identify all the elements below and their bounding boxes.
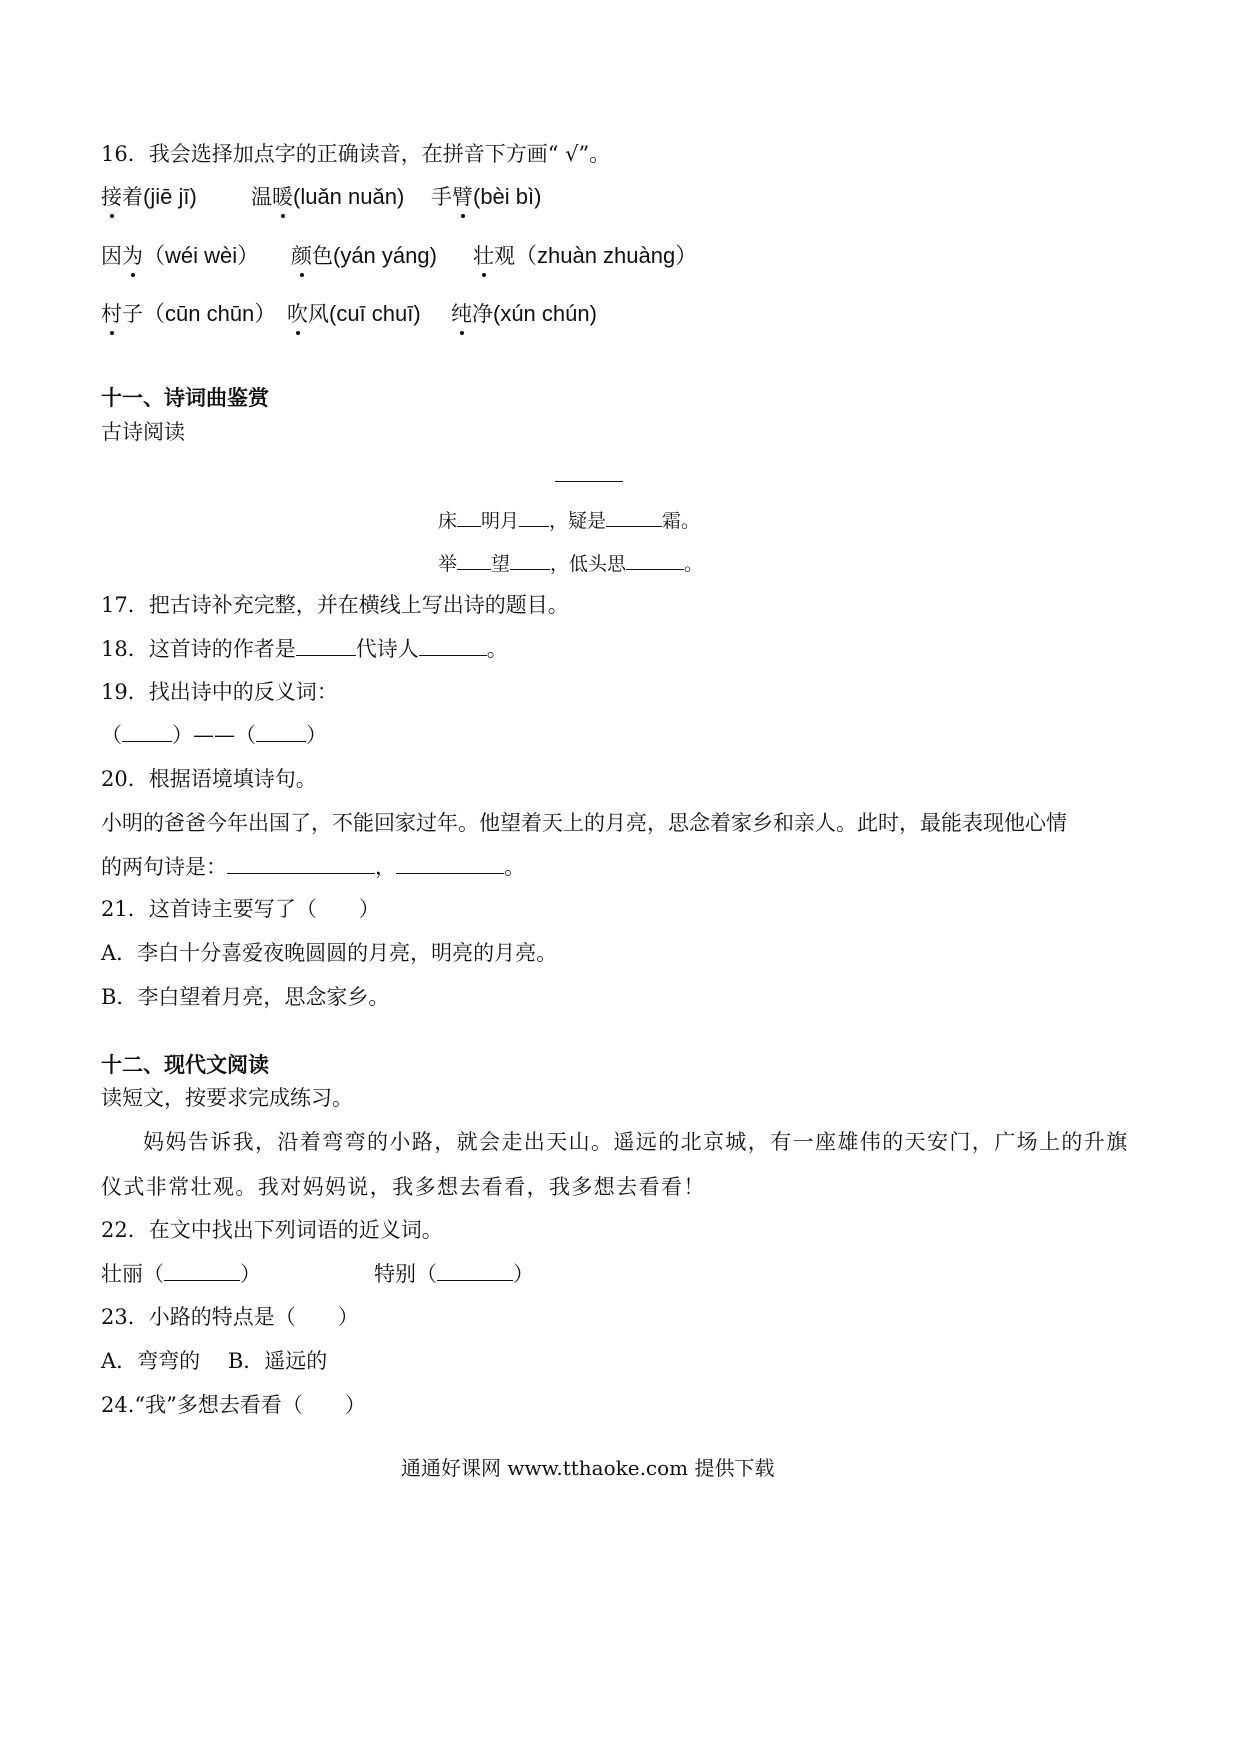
q23: 23．小路的特点是（ ）: [101, 1305, 359, 1329]
item-1-2: 温暖(luǎn nuǎn): [251, 184, 405, 209]
item-2-2: 颜色(yán yáng): [291, 243, 437, 268]
blank: [606, 506, 662, 527]
q19-answer-row: （ ）——（ ）: [101, 723, 327, 747]
section-11-intro: 古诗阅读: [101, 420, 185, 444]
author-era-blank[interactable]: [296, 635, 356, 656]
item-3-3: 纯净(xún chún): [451, 301, 597, 326]
q21-option-b[interactable]: B．李白望着月亮，思念家乡。: [101, 985, 390, 1009]
poem-line-blank-1[interactable]: [227, 853, 375, 874]
q16-stem: 16．我会选择加点字的正确读音，在拼音下方画“ √”。: [101, 142, 611, 166]
item-2-1: 因为（wéi wèi）: [101, 243, 260, 268]
item-1-1: 接着(jiē jī): [101, 184, 197, 209]
blank: [510, 549, 550, 570]
item-3-2: 吹风(cuī chuī): [287, 301, 421, 326]
q21-option-a[interactable]: A．李白十分喜爱夜晚圆圆的月亮，明亮的月亮。: [101, 941, 558, 965]
poem-line-2: 举 望 ，低头思 。: [438, 549, 703, 576]
section-12-heading: 十二、现代文阅读: [101, 1052, 269, 1077]
section-12-intro: 读短文，按要求完成练习。: [101, 1086, 353, 1110]
poem-line-blank-2[interactable]: [396, 853, 504, 874]
q18: 18．这首诗的作者是 代诗人 。: [101, 637, 508, 661]
q19: 19．找出诗中的反义词：: [101, 680, 338, 704]
passage-line-1: 妈妈告诉我，沿着弯弯的小路，就会走出天山。遥远的北京城，有一座雄伟的天安门，广场上的升旗: [143, 1130, 1129, 1154]
poem-line-1: 床 明月 ，疑是 霜。: [438, 506, 700, 533]
item-2-3: 壮观（zhuàn zhuàng）: [473, 243, 698, 268]
q23-options[interactable]: A．弯弯的 B．遥远的: [101, 1349, 328, 1373]
q17: 17．把古诗补充完整，并在横线上写出诗的题目。: [101, 593, 569, 617]
q20-text-1: 小明的爸爸今年出国了，不能回家过年。他望着天上的月亮，思念着家乡和亲人。此时，最能表现他心情: [101, 811, 1067, 835]
section-11-heading: 十一、诗词曲鉴赏: [101, 385, 269, 410]
synonym-blank-1[interactable]: [164, 1260, 240, 1281]
q20-text-2: 的两句诗是： ， 。: [101, 855, 525, 879]
blank: [626, 549, 684, 570]
q22-item-b: 特别（ ）: [374, 1262, 534, 1286]
synonym-blank-2[interactable]: [437, 1260, 513, 1281]
item-3-1: 村子（cūn chūn）: [101, 301, 277, 326]
antonym-blank-1[interactable]: [122, 721, 172, 742]
author-name-blank[interactable]: [419, 635, 487, 656]
passage-line-2: 仪式非常壮观。我对妈妈说，我多想去看看，我多想去看看！: [101, 1175, 706, 1199]
poem-title-blank: [555, 481, 623, 482]
blank: [519, 506, 549, 527]
pinyin-row-1: [101, 183, 197, 211]
antonym-blank-2[interactable]: [256, 721, 306, 742]
q22: 22．在文中找出下列词语的近义词。: [101, 1218, 443, 1242]
blank: [457, 549, 491, 570]
q24: 24.“我”多想去看看（ ）: [101, 1393, 366, 1417]
footer-source: 通通好课网 www.tthaoke.com 提供下载: [401, 1456, 775, 1480]
item-1-3: 手臂(bèi bì): [431, 184, 542, 209]
q21: 21．这首诗主要写了（ ）: [101, 897, 380, 921]
q22-item-a: 壮丽（ ）: [101, 1262, 261, 1286]
blank: [457, 506, 481, 527]
q20: 20．根据语境填诗句。: [101, 767, 317, 791]
